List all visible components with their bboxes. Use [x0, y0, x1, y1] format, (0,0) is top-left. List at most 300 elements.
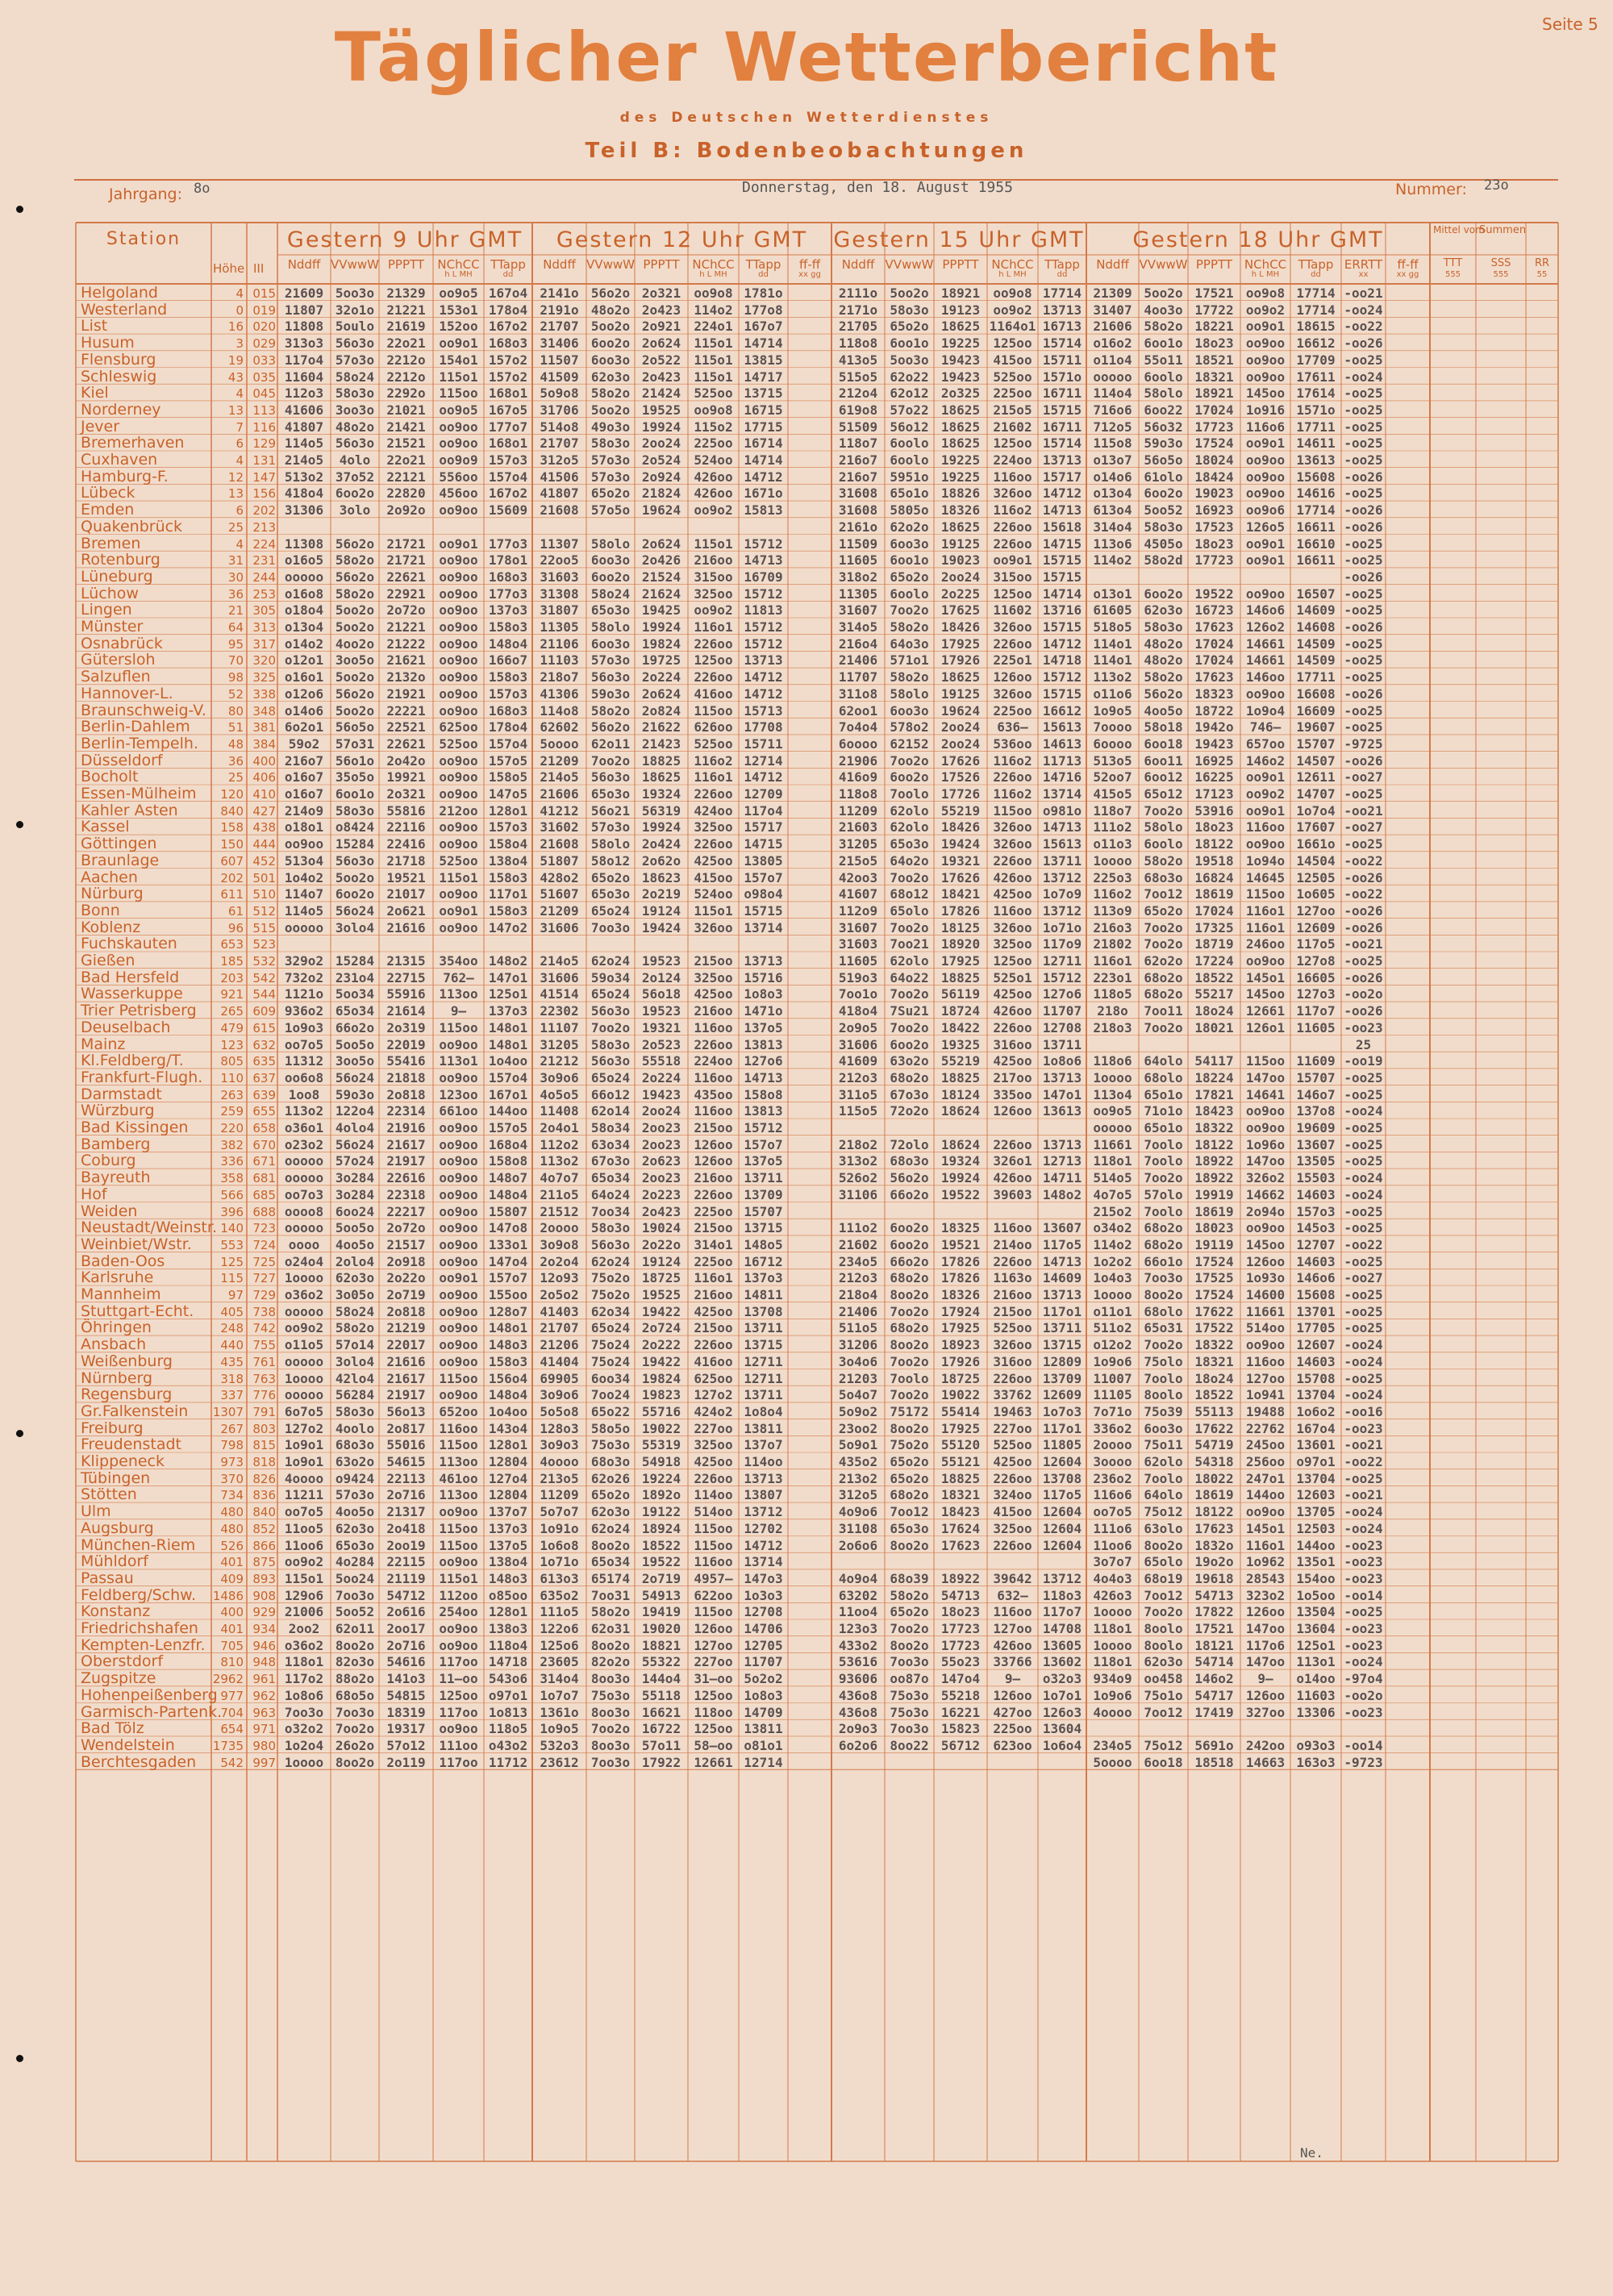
observation-cell: 125oo [694, 652, 733, 669]
observation-cell: 14716 [1042, 769, 1082, 785]
observation-cell: 56o21 [590, 802, 631, 819]
observation-cell: 17123 [1194, 786, 1234, 802]
observation-cell: 1781o [744, 285, 783, 301]
observation-cell: 11605 [1296, 1019, 1336, 1035]
observation-cell: 113o6 [1093, 535, 1132, 552]
observation-cell: 15609 [488, 502, 528, 519]
observation-cell: 425oo [694, 852, 733, 869]
observation-cell: 148o3 [488, 1570, 528, 1586]
station-name: Weiden [81, 1202, 138, 1220]
station-height: 409 [220, 1571, 244, 1586]
observation-cell: oo9oo [439, 1253, 478, 1269]
observation-cell: 19522 [641, 1554, 681, 1570]
observation-cell: 13711 [744, 1320, 783, 1336]
observation-cell: 65o2o [890, 1470, 929, 1486]
observation-cell: 325oo [993, 936, 1032, 952]
observation-cell: 58o3o [1144, 519, 1183, 535]
observation-cell: oo9oo [439, 836, 478, 852]
observation-cell: 116oo [993, 902, 1032, 919]
observation-cell: -oo25 [1344, 1604, 1383, 1620]
observation-cell: oo9oo [439, 669, 478, 685]
station-height: 16 [227, 319, 244, 335]
observation-cell: 116o1 [1245, 902, 1286, 919]
observation-cell: 21315 [386, 953, 426, 969]
station-number: 029 [252, 336, 276, 352]
observation-cell: 7oo12 [890, 1504, 929, 1520]
observation-cell: 21406 [838, 1303, 878, 1319]
observation-cell: ooooo [1093, 369, 1132, 385]
observation-cell: 7oo2o [335, 1721, 375, 1737]
observation-cell: 2o423 [641, 1203, 681, 1219]
observation-cell: o32o3 [1042, 1671, 1082, 1687]
observation-cell: ooooo [284, 919, 324, 935]
station-number: 116 [252, 419, 276, 435]
station-name: Bayreuth [81, 1169, 151, 1187]
observation-cell: 18615 [1296, 319, 1336, 335]
observation-cell: 65o12 [1144, 786, 1183, 802]
observation-cell: 21824 [641, 485, 681, 502]
observation-cell: 3oo3o [335, 402, 375, 418]
observation-cell: 65olo [1144, 1554, 1183, 1570]
observation-cell: 6oo2o [590, 569, 631, 585]
observation-cell: 19024 [641, 1220, 681, 1236]
observation-cell: 41807 [540, 485, 579, 502]
observation-cell: 41509 [540, 369, 579, 385]
observation-cell: 1942o [1194, 719, 1234, 735]
observation-cell: 17024 [1194, 635, 1234, 652]
observation-cell: 54913 [641, 1587, 681, 1603]
observation-cell: 113oo [439, 1454, 478, 1469]
observation-cell: 1361o [540, 1704, 579, 1720]
observation-cell: 117o7 [1296, 1003, 1336, 1019]
observation-cell: ooooo [1093, 1120, 1132, 1135]
observation-cell: -oo25 [1344, 1303, 1383, 1319]
station-height: 110 [220, 1070, 244, 1085]
observation-cell: 13807 [744, 1487, 783, 1503]
station-name: Mühldorf [81, 1552, 148, 1571]
observation-cell: 146o7 [1296, 1086, 1336, 1102]
observation-cell: 1o4o2 [284, 869, 324, 885]
column-subheader: h L MH [699, 270, 727, 279]
observation-cell: -oo24 [1344, 1337, 1383, 1353]
observation-cell: 137o5 [488, 1537, 528, 1553]
observation-cell: 128o3 [540, 1420, 579, 1436]
observation-cell: 8oo3o [590, 1737, 631, 1753]
observation-cell: 22o21 [386, 335, 426, 352]
observation-cell: 14712 [1042, 485, 1082, 502]
observation-cell: 18724 [940, 1003, 981, 1019]
station-height: 70 [227, 653, 244, 669]
observation-cell: 75o3o [890, 1687, 929, 1703]
observation-cell: 16715 [744, 402, 783, 418]
observation-cell: 15707 [1296, 1069, 1336, 1085]
observation-cell: 18625 [940, 419, 981, 435]
observation-cell: 177o7 [488, 419, 528, 435]
observation-cell: 145oo [1245, 986, 1286, 1002]
observation-cell: -oo25 [1344, 1120, 1383, 1135]
observation-cell: 7oolo [1144, 1136, 1183, 1152]
observation-cell: 2oooo [540, 1220, 579, 1236]
observation-cell: 158o8 [488, 1153, 528, 1169]
observation-cell: 1o9o4 [1245, 702, 1286, 719]
observation-cell: 3oo5o [335, 1053, 375, 1069]
observation-cell: o16o2 [1093, 335, 1132, 352]
observation-cell: 13713 [1042, 1069, 1082, 1085]
observation-cell: 13714 [744, 1554, 783, 1570]
observation-cell: 12661 [694, 1754, 733, 1770]
observation-cell: 746— [1249, 719, 1282, 735]
observation-cell: 1471o [744, 1003, 783, 1019]
observation-cell: 19022 [641, 1420, 681, 1436]
observation-cell: -oo25 [1344, 635, 1383, 652]
observation-cell: 2o824 [641, 702, 681, 719]
observation-cell: 18322 [1194, 1337, 1234, 1353]
observation-cell: 13711 [744, 1387, 783, 1403]
observation-cell: 3oooo [1093, 1454, 1132, 1469]
report-title: Täglicher Wetterbericht [334, 18, 1279, 97]
observation-cell: 68o2o [1144, 1220, 1183, 1236]
observation-cell: 63202 [838, 1587, 878, 1603]
observation-cell: 58olo [590, 619, 631, 635]
observation-cell: -oo24 [1344, 1654, 1383, 1670]
observation-cell: 578o2 [890, 719, 929, 735]
observation-cell: 88o2o [335, 1671, 375, 1687]
station-name: Lübeck [81, 484, 135, 502]
observation-cell: 62o24 [590, 1253, 631, 1269]
observation-cell: 54713 [1194, 1587, 1234, 1603]
observation-cell: 318o2 [838, 569, 878, 585]
observation-cell: 58o34 [590, 1120, 631, 1135]
observation-cell: 314o4 [1093, 519, 1132, 535]
observation-cell: 177o8 [744, 302, 783, 318]
observation-cell: -oo26 [1344, 469, 1383, 485]
observation-cell: oo9oo [439, 1186, 478, 1202]
observation-cell: oo9oo [439, 419, 478, 435]
observation-cell: 3o9o8 [540, 1236, 579, 1252]
station-number: 348 [252, 703, 276, 719]
observation-cell: oo9oo [439, 1353, 478, 1369]
observation-cell: 13604 [1042, 1721, 1082, 1737]
observation-cell: 543o6 [488, 1671, 528, 1687]
observation-cell: 63o2o [890, 1053, 929, 1069]
observation-cell: 216o7 [838, 469, 878, 485]
observation-cell: 21006 [284, 1604, 324, 1620]
observation-cell: 21309 [1093, 285, 1132, 301]
observation-cell: 3o4o6 [838, 1353, 878, 1369]
observation-cell: 168o3 [488, 335, 528, 352]
observation-cell: 13705 [1296, 1504, 1336, 1520]
observation-cell: 5oo2o [590, 402, 631, 418]
observation-cell: 145o3 [1296, 1220, 1336, 1236]
observation-cell: 125o6 [540, 1637, 579, 1653]
observation-cell: oo9oo [1245, 1337, 1286, 1353]
observation-cell: 125oo [694, 1687, 733, 1703]
observation-cell: 1o8o6 [1042, 1053, 1082, 1069]
station-name: Freudenstadt [81, 1436, 181, 1454]
column-subheader: xx gg [798, 270, 821, 279]
observation-cell: 62o2o [890, 519, 929, 535]
observation-cell: 55414 [940, 1403, 981, 1419]
observation-cell: 116o2 [993, 786, 1032, 802]
observation-cell: -oo25 [1344, 485, 1383, 502]
observation-cell: 428o2 [540, 869, 579, 885]
observation-cell: 2o72o [386, 1220, 426, 1236]
observation-cell: 178o4 [488, 719, 528, 735]
observation-cell: 6oolo [1144, 369, 1183, 385]
observation-cell: 6oo18 [1144, 1754, 1183, 1770]
observation-cell: -9725 [1344, 735, 1383, 752]
observation-cell: 225o1 [993, 652, 1032, 669]
observation-cell: 21603 [838, 819, 878, 835]
observation-cell: 158o3 [488, 619, 528, 635]
observation-cell: 68o2o [1144, 1236, 1183, 1252]
station-name: Essen-Mülheim [81, 785, 197, 802]
observation-cell: 14616 [1296, 485, 1336, 502]
observation-cell: 62o3o [590, 369, 631, 385]
observation-cell: 62o14 [590, 1103, 631, 1119]
observation-cell: 146o2 [1245, 752, 1286, 769]
observation-cell: 56284 [335, 1387, 375, 1403]
observation-cell: 571o1 [890, 652, 929, 669]
observation-cell: 62oo1 [838, 702, 878, 719]
observation-cell: 6oolo [890, 452, 929, 468]
observation-cell: oo9oo [439, 685, 478, 702]
observation-cell: 326o1 [993, 1153, 1032, 1169]
observation-cell: 115o1 [694, 335, 733, 352]
observation-cell: 18821 [641, 1637, 681, 1653]
observation-cell: 16610 [1296, 535, 1336, 552]
observation-cell: oo9oo [284, 836, 324, 852]
observation-cell: 115o1 [694, 535, 733, 552]
observation-cell: 2o621 [386, 902, 426, 919]
punch-hole [16, 206, 23, 213]
station-height: 31 [227, 553, 244, 569]
observation-cell: 11603 [1296, 1687, 1336, 1703]
observation-cell: -oo27 [1344, 769, 1383, 785]
observation-cell: 31603 [540, 569, 579, 585]
observation-cell: 127oo [1296, 902, 1336, 919]
report-date: Donnerstag, den 18. August 1955 [742, 179, 1013, 196]
observation-cell: 56o2o [590, 285, 631, 301]
observation-cell: 18921 [1194, 385, 1234, 402]
station-name: Rotenburg [81, 551, 160, 569]
station-name: Düsseldorf [81, 751, 163, 769]
observation-cell: 6oo3o [590, 352, 631, 368]
observation-cell: 1o2o4 [284, 1737, 324, 1753]
observation-cell: oo9o1 [1245, 435, 1286, 452]
observation-cell: 58o2o [335, 1320, 375, 1336]
observation-cell: 113o4 [1093, 1086, 1132, 1102]
observation-cell: -oo27 [1344, 819, 1383, 835]
observation-cell: 22820 [386, 485, 426, 502]
observation-cell: 5oooo [1093, 1754, 1132, 1770]
station-number: 729 [252, 1288, 276, 1302]
observation-cell: 115oo [439, 385, 478, 402]
group-header: Gestern 18 Uhr GMT [1132, 227, 1384, 252]
observation-cell: 17925 [940, 1420, 981, 1436]
observation-cell: 21707 [540, 435, 579, 452]
observation-cell: oo9oo [439, 752, 478, 769]
observation-cell: 58o3o [335, 385, 375, 402]
observation-cell: 2o624 [641, 685, 681, 702]
observation-cell: 7oo3o [590, 1754, 631, 1770]
observation-cell: 5o9o8 [540, 385, 579, 402]
observation-cell: 16612 [1042, 702, 1082, 719]
observation-cell: 55118 [641, 1687, 681, 1703]
observation-cell: 314o5 [838, 619, 878, 635]
observation-cell: 11oo6 [1093, 1537, 1132, 1553]
observation-cell: 2o818 [386, 1303, 426, 1319]
observation-cell: 13712 [1042, 869, 1082, 885]
observation-cell: 65o24 [590, 1069, 631, 1085]
observation-cell: 19518 [1194, 852, 1234, 869]
observation-cell: 12711 [744, 1370, 783, 1386]
observation-cell: 21212 [540, 1053, 579, 1069]
station-name: Karlsruhe [81, 1269, 154, 1287]
observation-cell: 58o18 [1144, 719, 1183, 735]
observation-cell: 54117 [1194, 1053, 1234, 1069]
observation-cell: 14709 [744, 1704, 783, 1720]
observation-cell: 225o3 [1093, 869, 1132, 885]
observation-cell: 13713 [744, 1470, 783, 1486]
observation-cell: 1o7o9 [1042, 886, 1082, 902]
observation-cell: 31306 [284, 502, 324, 519]
station-height: 318 [220, 1371, 244, 1386]
observation-cell: 218o2 [838, 1136, 878, 1152]
station-number: 755 [252, 1338, 276, 1353]
station-number: 840 [252, 1505, 276, 1520]
observation-cell: 7oo3o [284, 1704, 324, 1720]
observation-cell: 1o5oo [1296, 1587, 1336, 1603]
observation-cell: 21707 [540, 1320, 579, 1336]
observation-cell: 17714 [1296, 502, 1336, 519]
station-height: 480 [220, 1505, 244, 1520]
station-number: 962 [252, 1688, 276, 1703]
observation-cell: 16723 [1194, 602, 1234, 619]
observation-cell: 62o3o [335, 1520, 375, 1536]
station-height: 4 [235, 536, 244, 552]
observation-cell: 117o1 [488, 886, 528, 902]
observation-cell: 15712 [744, 1120, 783, 1135]
observation-cell: 17626 [940, 869, 981, 885]
observation-cell: 11707 [838, 669, 878, 685]
observation-cell: 18826 [940, 485, 981, 502]
observation-cell: -oo26 [1344, 969, 1383, 985]
observation-cell: 11707 [744, 1654, 783, 1670]
observation-cell: oo9o2 [284, 1554, 324, 1570]
observation-cell: 56o2o [335, 535, 375, 552]
observation-cell: 115o8 [1093, 435, 1132, 452]
observation-cell: 19919 [1194, 1186, 1234, 1202]
observation-cell: 58o24 [335, 369, 375, 385]
observation-cell: 56o2o [590, 719, 631, 735]
observation-cell: 163o3 [1296, 1754, 1336, 1770]
observation-cell: oo9oo [439, 602, 478, 619]
observation-cell: 325oo [694, 585, 733, 602]
observation-cell: 4oo5o [335, 1504, 375, 1520]
observation-cell: 56o3o [590, 1003, 631, 1019]
jahrgang-label: Jahrgang: [109, 185, 182, 203]
observation-cell: 336o2 [1093, 1420, 1132, 1436]
observation-cell: 137o3 [488, 1520, 528, 1536]
observation-cell: 116oo [993, 469, 1032, 485]
observation-cell: oooo [288, 1236, 320, 1252]
observation-cell: 6o2o1 [284, 719, 324, 735]
observation-cell: 39642 [993, 1570, 1032, 1586]
observation-cell: 7oo2o [1144, 936, 1183, 952]
observation-cell: 15715 [744, 902, 783, 919]
observation-cell: 51807 [540, 852, 579, 869]
observation-cell: 116o2 [993, 502, 1032, 519]
station-number: 836 [252, 1488, 276, 1503]
observation-cell: 18725 [641, 1270, 681, 1286]
observation-cell: 21421 [386, 419, 426, 435]
observation-cell: 65o2o [890, 1454, 929, 1469]
observation-cell: 19324 [641, 786, 681, 802]
observation-cell: 3o284 [335, 1186, 375, 1202]
observation-cell: 21017 [386, 886, 426, 902]
observation-cell: 2o5o2 [540, 1287, 579, 1302]
station-name: Berchtesgaden [81, 1752, 197, 1771]
observation-cell: 8oo2o [1144, 1537, 1183, 1553]
observation-cell: 14714 [744, 452, 783, 468]
observation-cell: 115oo [694, 702, 733, 719]
observation-cell: 12714 [744, 752, 783, 769]
station-number: 763 [252, 1371, 276, 1386]
station-number: 035 [252, 369, 276, 385]
observation-cell: 18122 [1194, 1504, 1234, 1520]
observation-cell: 226oo [694, 836, 733, 852]
observation-cell: 13601 [1296, 1437, 1336, 1453]
observation-cell: 514oo [1245, 1320, 1286, 1336]
observation-cell: oo9oo [1245, 836, 1286, 852]
observation-cell: 636— [997, 719, 1028, 735]
observation-cell: 536oo [993, 735, 1032, 752]
observation-cell: 122o4 [335, 1103, 375, 1119]
observation-cell: 75o11 [1144, 1437, 1183, 1453]
observation-cell: 13613 [1296, 452, 1336, 468]
observation-cell: 16611 [1296, 552, 1336, 569]
observation-cell: 14603 [1296, 1253, 1336, 1269]
observation-cell: 5o9o1 [838, 1437, 878, 1453]
observation-cell: 216o4 [838, 635, 878, 652]
observation-cell: 13713 [1042, 1136, 1082, 1152]
observation-cell: 125oo [993, 585, 1032, 602]
observation-cell: 19124 [641, 902, 681, 919]
observation-cell: 75olo [1144, 1353, 1183, 1369]
observation-cell: 19225 [940, 452, 981, 468]
observation-cell: 3o9o6 [540, 1069, 579, 1085]
observation-cell: 33766 [993, 1654, 1032, 1670]
observation-cell: 8oolo [1144, 1621, 1183, 1636]
observation-cell: 424oo [694, 802, 733, 819]
observation-cell: 2o94o [1245, 1203, 1286, 1219]
observation-cell: 116o1 [1245, 1537, 1286, 1553]
observation-cell: -oo23 [1344, 1570, 1383, 1586]
observation-cell: 55121 [940, 1454, 981, 1469]
observation-cell: 17526 [940, 769, 981, 785]
observation-cell: 652oo [439, 1403, 478, 1419]
observation-cell: -oo25 [1344, 652, 1383, 669]
observation-cell: 2o72o [386, 602, 426, 619]
station-number: 381 [252, 720, 276, 735]
observation-cell: -oo2o [1344, 986, 1383, 1002]
observation-cell: 4olo4 [335, 1120, 375, 1135]
observation-cell: 7oo2o [890, 986, 929, 1002]
observation-cell: -oo26 [1344, 919, 1383, 935]
observation-cell: 19424 [940, 836, 981, 852]
station-number: 971 [252, 1722, 276, 1737]
